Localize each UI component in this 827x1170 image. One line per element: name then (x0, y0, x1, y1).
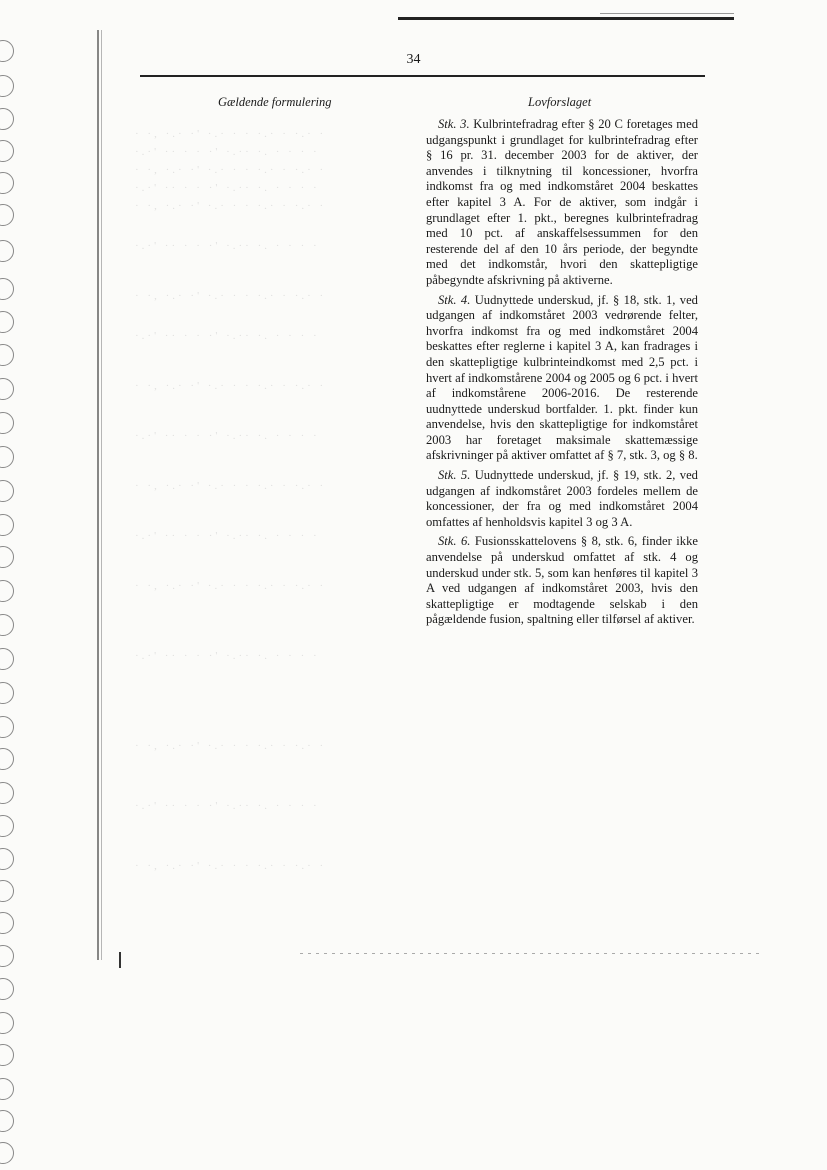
paragraph-stk-6 (426, 534, 698, 628)
punch-hole (0, 1044, 14, 1066)
punch-hole (0, 848, 14, 870)
punch-hole (0, 880, 14, 902)
paragraph-text: Uudnyttede underskud, jf. § 18, stk. 1, ved udgangen af indkomståret 2003 vedrørende felter, hvorfra indkomst fra og med indkomståret 2004 beskattes efter reglerne i kapitel 3 A, kan fradrages i den skattepligtige kulbrinteindkomst med 2,5 pct. i hvert af indkomstårene 2004 og 2005 og 6 pct. i hvert af indkomstårene 2006-2016. De resterende uudnyttede underskud bortfalder. 1. pkt. finder kun anvendelse, hvis den skattepligtige for indkomståret 2003 har foretaget maksimale skattemæssige afskrivninger på aktiver omfattet af § 7, stk. 3, og § 8. (426, 292, 698, 463)
header-rule (140, 75, 705, 77)
punch-hole (0, 682, 14, 704)
punch-hole (0, 748, 14, 770)
page-number: 34 (406, 52, 421, 67)
proposal-text-column (426, 117, 698, 632)
punch-hole (0, 108, 14, 130)
left-column-heading: Gældende formulering (218, 95, 332, 109)
punch-hole (0, 782, 14, 804)
punch-hole (0, 344, 14, 366)
punch-hole (0, 1110, 14, 1132)
punch-hole (0, 278, 14, 300)
punch-hole (0, 614, 14, 636)
paragraph-stk-5 (426, 468, 698, 530)
punch-hole (0, 240, 14, 262)
punch-hole (0, 514, 14, 536)
binding-margin-line-2 (101, 30, 102, 960)
punch-hole (0, 716, 14, 738)
punch-hole (0, 311, 14, 333)
punch-hole (0, 912, 14, 934)
paragraph-text: Fusionsskattelovens § 8, stk. 6, finder ikke anvendelse på underskud omfattet af stk. 4 og underskud under stk. 5, som kan henføres til kapitel 3 A ved udgangen af indkomståret 2003, hvis den skattepligtige er modtagende selskab i den pågældende fusion, spaltning eller tilførsel af aktiver. (426, 534, 698, 627)
punch-hole (0, 546, 14, 568)
paragraph-stk-3 (426, 117, 698, 289)
bottom-dotted-rule (300, 953, 760, 954)
punch-hole (0, 978, 14, 1000)
stk-label: Stk. 4. (438, 292, 471, 307)
punch-hole (0, 580, 14, 602)
punch-hole (0, 378, 14, 400)
punch-hole (0, 75, 14, 97)
stk-label: Stk. 3. (438, 117, 470, 131)
paragraph-text: Kulbrintefradrag efter § 20 C foretages med udgangspunkt i grundlaget for kulbrintefradrag efter § 16 pr. 31. december 2003 for de aktiver, der anvendes i tilknytning til koncessioner, hvorfra indkomst fra og med indkomståret 2004 beskattes efter kapitel 3 A. For de aktiver, som indgår i grundlaget efter 1. pkt., beregnes kulbrintefradrag med 10 pct. af anskaffelsessummen for den resterende del af den 10 års periode, der begyndte med det indkomstår, hvori den skattepligtige påbegyndte afskrivning på aktiverne. (426, 117, 698, 287)
binding-margin-line (97, 30, 99, 960)
punch-hole (0, 1078, 14, 1100)
punch-hole (0, 412, 14, 434)
punch-hole (0, 945, 14, 967)
top-rule (398, 17, 734, 20)
paragraph-stk-4 (426, 293, 698, 465)
punch-hole (0, 204, 14, 226)
stk-label: Stk. 6. (438, 534, 471, 549)
punch-hole (0, 1012, 14, 1034)
top-faint-rule (600, 13, 734, 14)
margin-tick-mark (119, 952, 121, 968)
punch-hole (0, 1142, 14, 1164)
stk-label: Stk. 5. (438, 468, 471, 483)
punch-hole (0, 172, 14, 194)
punch-hole (0, 446, 14, 468)
punch-hole (0, 480, 14, 502)
punch-hole (0, 648, 14, 670)
paragraph-text: Uudnyttede underskud, jf. § 19, stk. 2, ved udgangen af indkomståret 2003 fordeles mellem de koncessioner, der fra og med indkomståret 2004 omfattes af henholdsvis kapitel 3 og 3 A. (426, 468, 698, 529)
punch-hole (0, 140, 14, 162)
punch-hole (0, 815, 14, 837)
right-column-heading: Lovforslaget (528, 95, 592, 109)
